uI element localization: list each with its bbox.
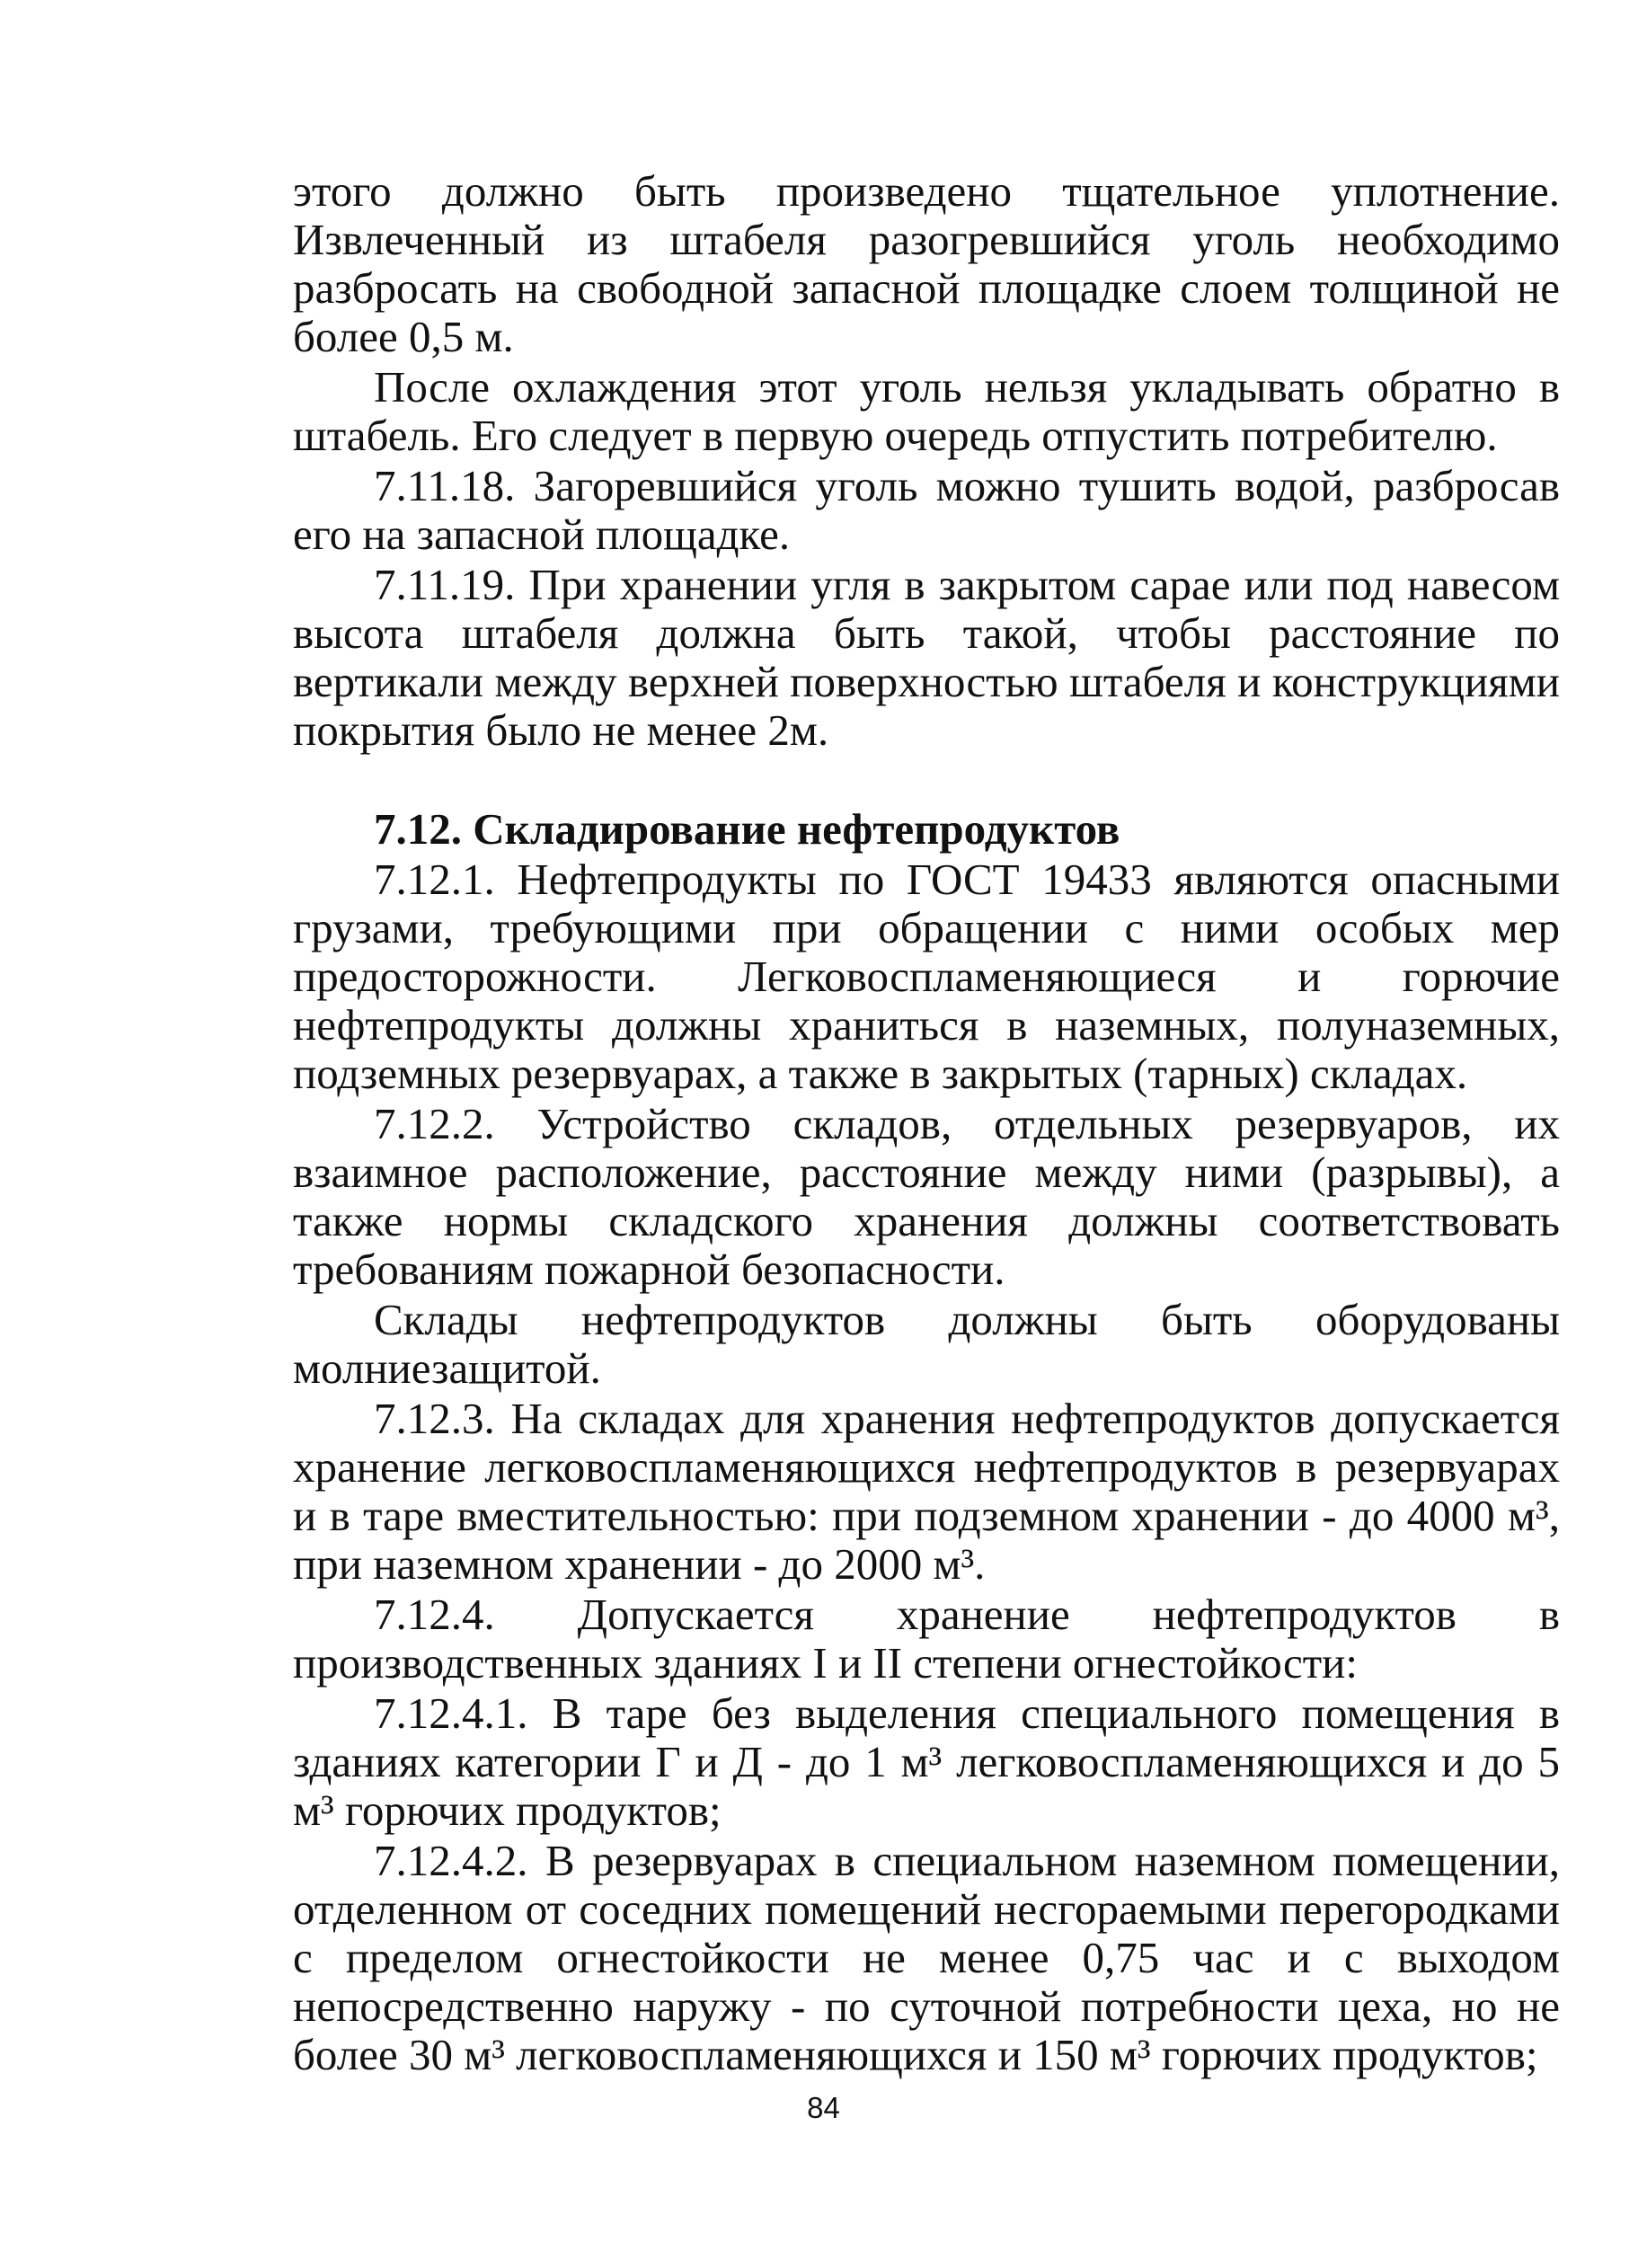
page-body	[293, 167, 1560, 2081]
paragraph-7-12-4-1: 7.12.4.1. В таре без выделения специального помещения в зданиях категории Г и Д - до 1 м³ легковоспламеняющихся и до 5 м³ горючих продуктов;	[293, 1688, 1560, 1835]
section-heading: 7.12. Складирование нефтепродуктов	[374, 804, 1120, 854]
paragraph-7-11-18: 7.11.18. Загоревшийся уголь можно тушить водой, разбросав его на запасной площадке.	[293, 461, 1560, 559]
paragraph-continuation: этого должно быть произведено тщательное уплотнение. Извлеченный из штабеля разогревшийся уголь необходимо разбросать на свободной запасной площадке слоем толщиной не более 0,5 м.	[293, 166, 1560, 361]
paragraph-7-12-3: 7.12.3. На складах для хранения нефтепродуктов допускается хранение легковоспламеняющихся нефтепродуктов в резервуарах и в таре вместительностью: при подземном хранении - до 4000 м³, при наземном хранении - до 2000 м³.	[293, 1394, 1560, 1589]
paragraph: Склады нефтепродуктов должны быть оборудованы молниезащитой.	[293, 1295, 1560, 1393]
page-number: 84	[807, 2091, 840, 2124]
paragraph-7-12-4-2: 7.12.4.2. В резервуарах в специальном наземном помещении, отделенном от соседних помещений несгораемыми перегородками с пределом огнестойкости не менее 0,75 час и с выходом непосредственно наружу - по суточной потребности цеха, но не более 30 м³ легковоспламеняющихся и 150 м³ горючих продуктов;	[293, 1836, 1560, 2079]
paragraph: После охлаждения этот уголь нельзя укладывать обратно в штабель. Его следует в первую очередь отпустить потребителю.	[293, 362, 1560, 460]
paragraph-7-12-2: 7.12.2. Устройство складов, отдельных резервуаров, их взаимное расположение, расстояние между ними (разрывы), а также нормы складского хранения должны соответствовать требованиям пожарной безопасности.	[293, 1099, 1560, 1294]
paragraph-7-12-4: 7.12.4. Допускается хранение нефтепродуктов в производственных зданиях I и II степени огнестойкости:	[293, 1590, 1560, 1688]
paragraph-7-11-19: 7.11.19. При хранении угля в закрытом сарае или под навесом высота штабеля должна быть такой, чтобы расстояние по вертикали между верхней поверхностью штабеля и конструкциями покрытия было не менее 2м.	[293, 560, 1560, 755]
paragraph-7-12-1: 7.12.1. Нефтепродукты по ГОСТ 19433 являются опасными грузами, требующими при обращении с ними особых мер предосторожности. Легковоспламеняющиеся и горючие нефтепродукты должны храниться в наземных, полуназемных, подземных резервуарах, а также в закрытых (тарных) складах.	[293, 855, 1560, 1098]
